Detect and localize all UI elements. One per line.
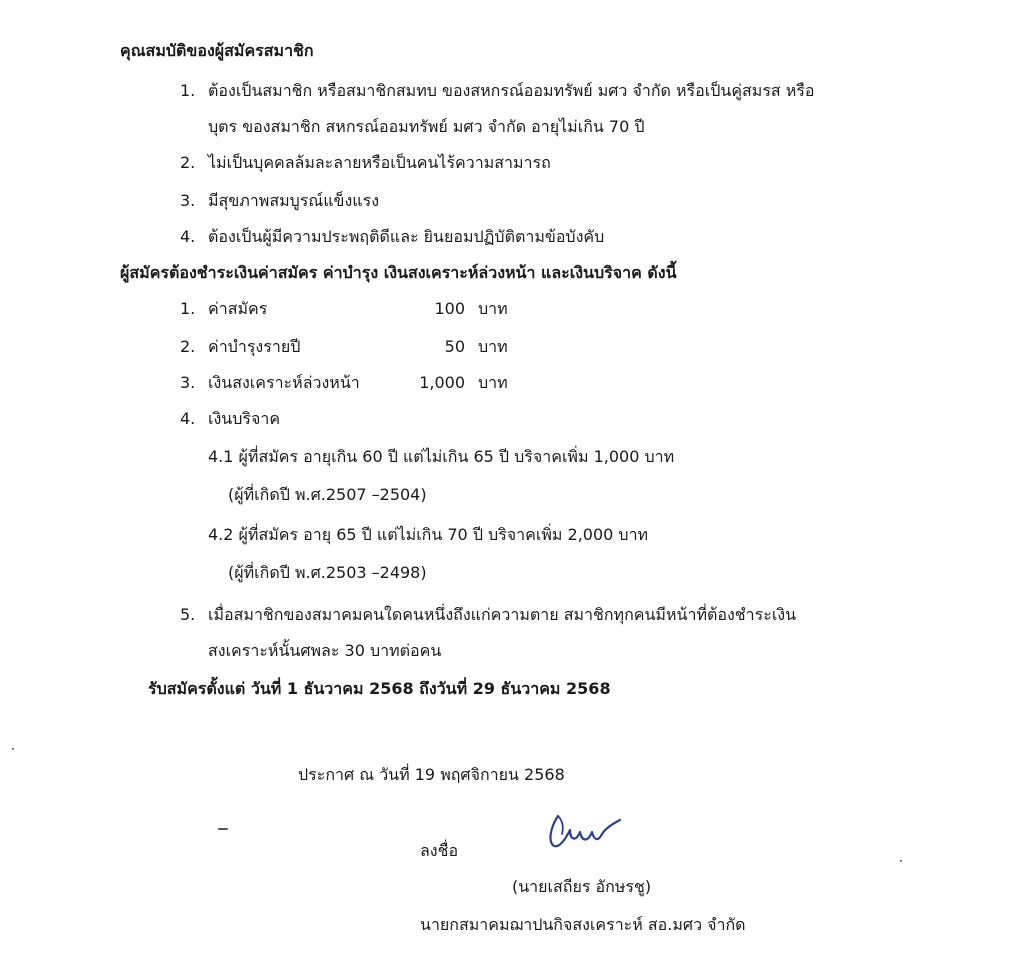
fee-item-unit: บาท bbox=[478, 337, 508, 356]
fee-item-label: ค่าบำรุงรายปี bbox=[208, 337, 301, 356]
fee-item-number: 4. bbox=[180, 409, 196, 428]
announcement-date: ประกาศ ณ วันที่ 19 พฤศจิกายน 2568 bbox=[298, 765, 565, 784]
qual-item-text: ต้องเป็นผู้มีความประพฤติดีและ ยินยอมปฏิบัติตามข้อบังคับ bbox=[208, 227, 605, 246]
donation-note: (ผู้ที่เกิดปี พ.ศ.2503 –2498) bbox=[228, 563, 427, 582]
qual-item-text: มีสุขภาพสมบูรณ์แข็งแรง bbox=[208, 191, 380, 210]
donation-rule: 4.2 ผู้ที่สมัคร อายุ 65 ปี แต่ไม่เกิน 70 ปี บริจาคเพิ่ม 2,000 บาท bbox=[208, 525, 649, 544]
sign-label: ลงชื่อ bbox=[420, 841, 459, 860]
fee-item-label: ค่าสมัคร bbox=[208, 299, 268, 318]
handwritten-signature bbox=[540, 808, 640, 868]
signer-name: (นายเสถียร อักษรชู) bbox=[512, 877, 652, 896]
fee-item-text: สงเคราะห์นั้นศพละ 30 บาทต่อคน bbox=[208, 641, 442, 660]
qual-item-text: ต้องเป็นสมาชิก หรือสมาชิกสมทบ ของสหกรณ์ออมทรัพย์ มศว จำกัด หรือเป็นคู่สมรส หรือ bbox=[208, 81, 815, 100]
fee-item-amount: 100 bbox=[434, 299, 465, 318]
scan-speck bbox=[218, 828, 228, 830]
fee-item-number: 5. bbox=[180, 605, 196, 624]
qualifications-heading: คุณสมบัติของผู้สมัครสมาชิก bbox=[120, 41, 314, 60]
fee-item-unit: บาท bbox=[478, 373, 508, 392]
application-period: รับสมัครตั้งแต่ วันที่ 1 ธันวาคม 2568 ถึงวันที่ 29 ธันวาคม 2568 bbox=[148, 679, 611, 698]
fee-item-text: เมื่อสมาชิกของสมาคมคนใดคนหนึ่งถึงแก่ความตาย สมาชิกทุกคนมีหน้าที่ต้องชำระเงิน bbox=[208, 605, 797, 624]
qual-item-number: 4. bbox=[180, 227, 196, 246]
fee-item-unit: บาท bbox=[478, 299, 508, 318]
fees-heading: ผู้สมัครต้องชำระเงินค่าสมัคร ค่าบำรุง เงินสงเคราะห์ล่วงหน้า และเงินบริจาค ดังนี้ bbox=[120, 263, 677, 282]
fee-item-amount: 50 bbox=[444, 337, 465, 356]
signer-title: นายกสมาคมฌาปนกิจสงเคราะห์ สอ.มศว จำกัด bbox=[420, 915, 746, 934]
qual-item-text: ไม่เป็นบุคคลล้มละลายหรือเป็นคนไร้ความสามารถ bbox=[208, 153, 551, 172]
qual-item-number: 2. bbox=[180, 153, 196, 172]
qual-item-text: บุตร ของสมาชิก สหกรณ์ออมทรัพย์ มศว จำกัด อายุไม่เกิน 70 ปี bbox=[208, 117, 645, 136]
fee-item-label: เงินสงเคราะห์ล่วงหน้า bbox=[208, 373, 360, 392]
fee-item-number: 1. bbox=[180, 299, 196, 318]
fee-item-number: 3. bbox=[180, 373, 196, 392]
scan-speck bbox=[900, 860, 902, 862]
donation-rule: 4.1 ผู้ที่สมัคร อายุเกิน 60 ปี แต่ไม่เกิน 65 ปี บริจาคเพิ่ม 1,000 บาท bbox=[208, 447, 675, 466]
fee-item-number: 2. bbox=[180, 337, 196, 356]
qual-item-number: 3. bbox=[180, 191, 196, 210]
donation-note: (ผู้ที่เกิดปี พ.ศ.2507 –2504) bbox=[228, 485, 427, 504]
scan-speck bbox=[12, 748, 14, 750]
qual-item-number: 1. bbox=[180, 81, 196, 100]
fee-item-label: เงินบริจาค bbox=[208, 409, 281, 428]
fee-item-amount: 1,000 bbox=[419, 373, 465, 392]
